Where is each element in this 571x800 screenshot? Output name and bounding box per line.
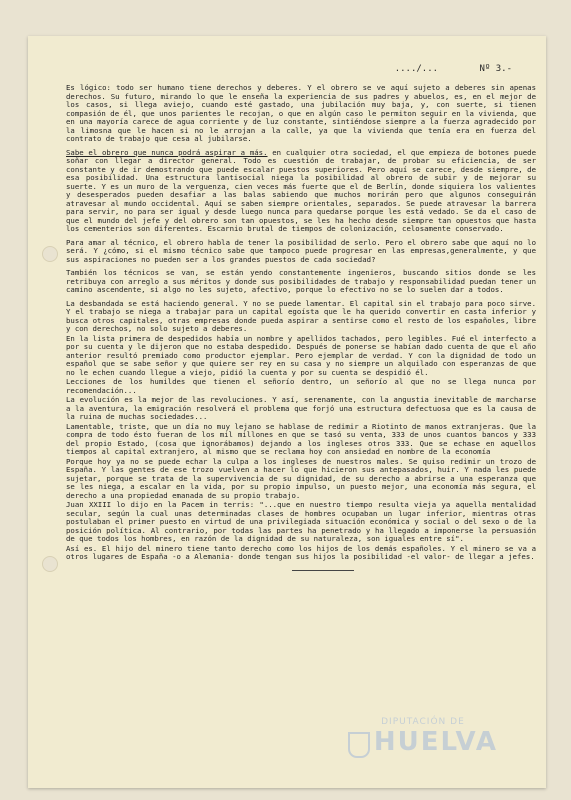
lead-phrase: Sabe el obrero que nunca podrá aspirar a más.: [66, 147, 268, 157]
punch-hole: [42, 246, 58, 262]
closing-rule: [292, 570, 354, 571]
paragraph: También los técnicos se van, se están yendo constantemente ingenieros, buscando sitios donde se les retribuya con arreglo a sus méritos y donde sus posibilidades de trabajo y responsabilidad puedan tener un camino ascendente, si algo no les sujeto, afectivo, porque lo efectivo no se lo suelen dar a todos.: [66, 268, 541, 294]
watermark-name: HUELVA: [373, 726, 498, 757]
paragraph: En la lista primera de despedidos había un nombre y apellidos tachados, pero legibles. Fué el interfecto a por su cuenta y le dijeron que no estaba despedido. Después de ponerse se habían dado cuenta de que el año anterior resultó premiado como productor ejemplar. Pero ejemplar de verdad. Y con la dignidad de todo un español que se sabe señor y que quiere ser rey en su casa y no siempre un alquilado con esperanzas de que no le echen cuando llegue a viejo, pidió la cuenta y por su cuenta se despidió él.: [66, 333, 541, 377]
punch-hole: [42, 556, 58, 572]
paragraph: [66, 147, 541, 234]
page-header: [395, 64, 512, 74]
paragraph: La evolución es la mejor de las revoluciones. Y así, serenamente, con la angustia inevitable de marcharse a la aventura, la emigración resolverá el problema que forjó una estructura defectuosa que es la causa de la ruina de muchas sociedades...: [66, 395, 541, 421]
watermark-top: DIPUTACIÓN DE: [381, 716, 465, 727]
crest-icon: [348, 732, 370, 758]
paragraph: Para amar al técnico, el obrero habla de tener la posibilidad de serlo. Pero el obrero sabe que aquí no lo será. Y ¿cómo, si el mismo técnico sabe que tampoco puede progresar en las empresas,generalmente, y que sus aspiraciones no pueden ser a los grandes puestos de cada sociedad?: [66, 237, 541, 264]
paragraph: Así es. El hijo del minero tiene tanto derecho como los hijos de los demás españoles. Y el minero se va a otros lugares de España -o a Alemania- donde tengan sus hijos la posibilidad -el valor- de llegar a jefes.: [66, 543, 541, 561]
document-page: [28, 36, 546, 788]
paragraph: La desbandada se está haciendo general. Y no se puede lamentar. El capital sin el trabajo para poco sirve. Y el trabajo se niega a trabajar para un capital egoísta que le ha querido convertir en casta inferior y busca otros capitales, otras empresas donde pueda aspirar a sentirse como el resto de los españoles, libre y con derechos, no solo sujeto a deberes.: [66, 298, 541, 333]
paragraph: Lecciones de los humildes que tienen el señorío dentro, un señorío al que no se llega nunca por recomendación...: [66, 377, 541, 395]
paragraph: Es lógico: todo ser humano tiene derechos y deberes. Y el obrero se ve aquí sujeto a deberes sin apenas derechos. Su futuro, mirando lo que le enseña la experiencia de sus padres y abuelos, es, en el mejor de los casos, si llega aviejo, cuando esté gastado, una jubilación muy baja, y, con suerte, si tienen compasión de él, que unos parientes le recojan, o que en algún caso le permiton seguir en la vivienda, que en una mayoría carece de agua corriente y de luz constante, sintiéndose siempre a la fuerza agradecido por la limosna que le hacen si no le arrojan a la calle, ya que la vivienda que tenía era en fuerza del contrato de trabajo que cesa al jubilarse.: [66, 83, 541, 143]
continuation-mark: ..../...: [394, 64, 439, 74]
paragraph: Lamentable, triste, que un día no muy lejano se hablase de redimir a Riotinto de manos extranjeras. Que la compra de todo ésto fueran de los mil millones en que se tasó su venta, 333 de unos cuantos bancos y 333 del propio Estado, (cosa que ignorábamos) dejando a los ingleses otros 333. Que se echase en aquellos tiempos al capital extranjero, al mismo que se reclama hoy con ansiedad en nombre de la economía: [66, 421, 541, 456]
archive-watermark: [348, 717, 498, 759]
paragraph: Porque hoy ya no se puede echar la culpa a los ingleses de nuestros males. Se quiso redimir un trozo de España. Y las gentes de ese trozo vuelven a hacer lo que hicieron sus antepasados, huir. Y nada les puede sujetar, porque se trata de la supervivencia de su dignidad, de su derecho a abrirse a una esperanza que se les niega, a escalar en la vida, por su propio impulso, un puesto mejor, una economía más segura, el derecho a una propiedad emanada de su propio trabajo.: [66, 456, 541, 500]
document-body: [66, 83, 541, 571]
paragraph-text: en cualquier otra sociedad, el que empieza de botones puede soñar con llegar a director general. Todo es cuestión de trabajar, de probar su eficiencia, de ser constante y de ir demostrando que puede escalar puestos superiores. Pero aquí se carece, desde siempre, de esa posibilidad. Una estructura lantisocial niega la posibilidad al obrero de subir y de mejorar su suerte. Y es un muro de la verguenza, cien veces más fuerte que el de Berlín, donde siquiera los valientes y desesperados pueden desafiar a las balas sabiendo que muchos morirán pero que algunos conseguirán atravesar al mundo occidental. Aquí se saben siempre orientales, separados. Se puede atravesar la barrera para servir, no para ser igual y desde luego nunca para quedarse porque les está vedado. Se da el caso de que el mundo del jefe y del obrero son tan opuestos, se les ha hecho desde siempre tan opuestos que hasta los cementerios son diferentes. Escarnio brutal de tiempos de colonización, celosamente conservado.: [66, 147, 541, 233]
page-number: Nº 3.-: [479, 64, 512, 74]
paragraph: Juan XXIII lo dijo en la Pacem in terris: "...que en nuestro tiempo resulta vieja ya aquella mentalidad secular, según la cual unas determinadas clases de hombres ocupaban un lugar inferior, mientras otras postulaban el primer puesto en virtud de una privilegiada situación económica y social o del sexo o de la posición política. Al contrario, por todas las partes ha penetrado y ha llegado a imponerse la persuasión de que todos los hombres, en razón de la dignidad de su naturaleza, son iguales entre sí".: [66, 500, 541, 543]
